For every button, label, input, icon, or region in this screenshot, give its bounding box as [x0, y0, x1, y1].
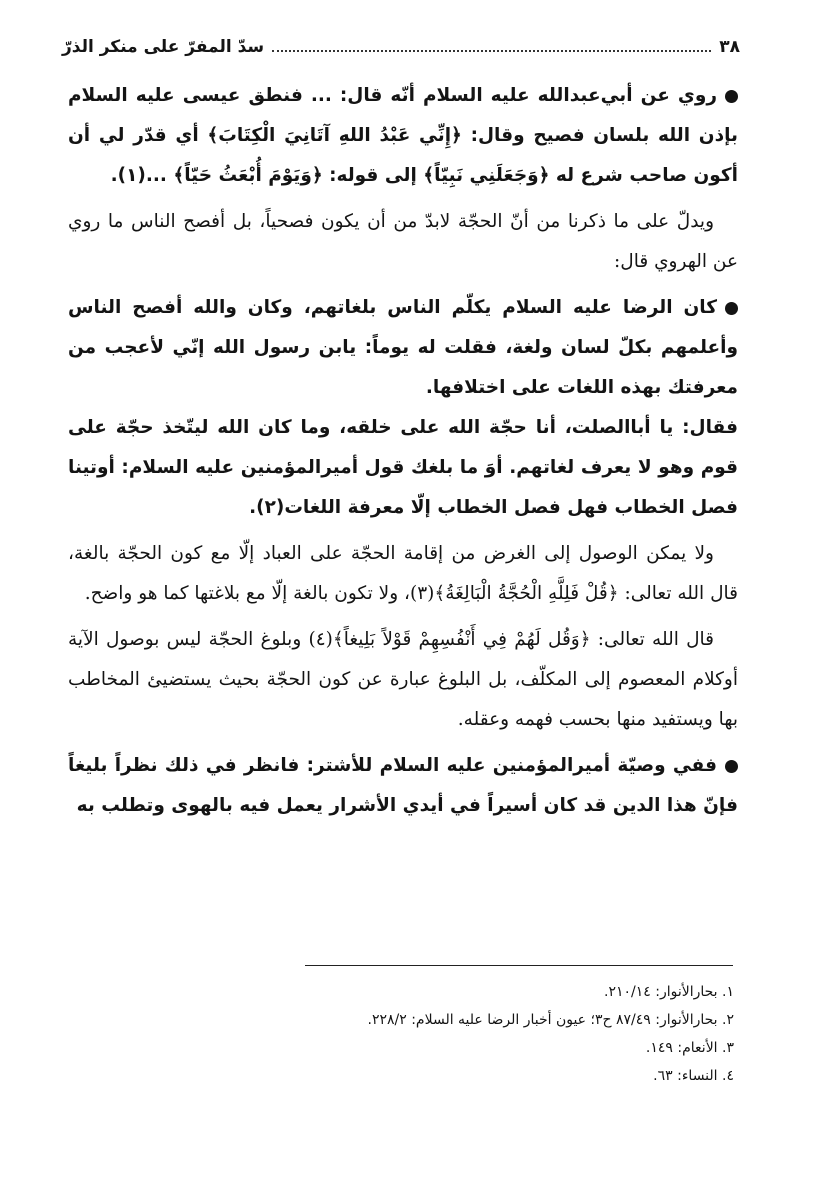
paragraph-qawl-baligh — [68, 620, 738, 740]
paragraph-text: روي عن أبي‌عبدالله عليه السلام أنّه قال: ... فنطق عيسى عليه السلام بإذن الله بلسان فصيح وقال: ﴿إِنِّي عَبْدُ اللهِ آتَانِيَ الْكِتَابَ﴾ أي قدّر لي أن أكون صاحب شرع له ﴿وَجَعَلَنِي نَبِيّاً﴾ إلى قوله: ﴿وَيَوْمَ أُبْعَثُ حَيّاً﴾ ...(١). — [68, 85, 738, 186]
footnote-divider — [305, 965, 733, 966]
paragraph-hadith-reply — [68, 408, 738, 528]
paragraph-wasiyya — [68, 746, 738, 826]
paragraph-text: كان الرضا عليه السلام يكلّم الناس بلغاتهم، وكان والله أفصح الناس وأعلمهم بكلّ لسان ولغة، فقلت له يوماً: يابن رسول الله إنّي لأعجب من معرفتك بهذه اللغات على اختلافها. — [68, 297, 738, 398]
paragraph-hadith-rida — [68, 288, 738, 408]
bullet-icon — [725, 302, 738, 315]
footnotes — [68, 978, 734, 1090]
paragraph-text: قال الله تعالى: ﴿وَقُل لَهُمْ فِي أَنْفُسِهِمْ قَوْلاً بَلِيغاً﴾(٤) وبلوغ الحجّة ليس بوصول الآية أوكلام المعصوم إلى المكلّف، بل البلوغ عبارة عن كون الحجّة بحيث يستضيئ المخاطب بها ويستفيد منها بحسب فهمه وعقله. — [68, 629, 738, 730]
paragraph-hujja-baligha — [68, 534, 738, 614]
running-header — [62, 32, 740, 62]
main-text — [68, 76, 738, 826]
paragraph-text: ففي وصيّة أميرالمؤمنين عليه السلام للأشتر: فانظر في ذلك نظراً بليغاً فإنّ هذا الدين قد كان أسيراً في أيدي الأشرار يعمل فيه بالهوى وتطلب به — [68, 755, 738, 816]
paragraph-text: فقال: يا أباالصلت، أنا حجّة الله على خلقه، وما كان الله ليتّخذ حجّة على قوم وهو لا يعرف لغاتهم. أوَ ما بلغك قول أميرالمؤمنين عليه السلام: أوتينا فصل الخطاب فهل فصل الخطاب إلّا معرفة اللغات(٢). — [68, 417, 738, 518]
paragraph-text: ولا يمكن الوصول إلى الغرض من إقامة الحجّة على العباد إلّا مع كون الحجّة بالغة، قال الله تعالى: ﴿قُلْ فَلِلَّهِ الْحُجَّةُ الْبَالِغَةُ﴾(٣)، ولا تكون بالغة إلّا مع بلاغتها كما هو واضح. — [68, 543, 738, 604]
book-title: سدّ المفرّ على منكر الذرّ — [62, 37, 265, 57]
page-number: ٣٨ — [719, 37, 740, 57]
paragraph-eloquence — [68, 202, 738, 282]
paragraph-text: ويدلّ على ما ذكرنا من أنّ الحجّة لابدّ من أن يكون فصحياً، بل أفصح الناس ما روي عن الهروي قال: — [68, 211, 738, 272]
footnote-item: ٣. الأنعام: ١٤٩. — [645, 1040, 734, 1056]
header-leader-dots — [272, 50, 711, 52]
paragraph-hadith-isa — [68, 76, 738, 196]
footnote-item: ٤. النساء: ٦٣. — [653, 1068, 734, 1084]
bullet-icon — [725, 760, 738, 773]
footnote-item: ٢. بحارالأنوار: ٨٧/٤٩ ح٣؛ عيون أخبار الرضا عليه السلام: ٢٢٨/٢. — [367, 1012, 734, 1028]
footnote-item: ١. بحارالأنوار: ٢١٠/١٤. — [604, 984, 734, 1000]
bullet-icon — [725, 90, 738, 103]
